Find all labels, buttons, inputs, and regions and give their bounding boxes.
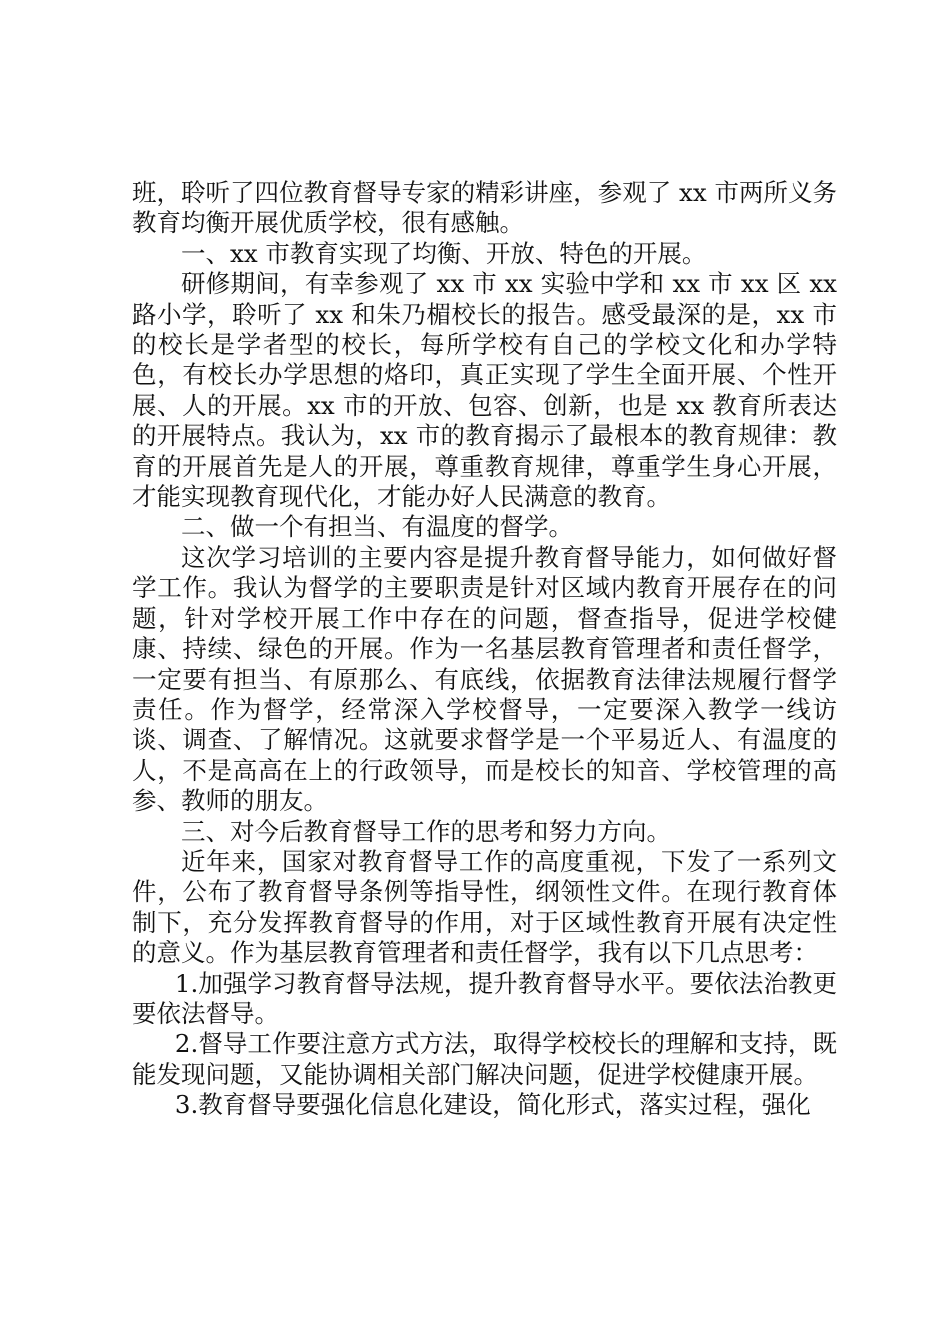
- document-body: [132, 178, 837, 1121]
- list-item-1: 1.加强学习教育督导法规，提升教育督导水平。要依法治教更要依法督导。: [132, 968, 837, 1028]
- paragraph-intro-continuation: 班，聆听了四位教育督导专家的精彩讲座，参观了 xx 市两所义务教育均衡开展优质学校，很有感触。: [132, 178, 837, 238]
- paragraph-section-2: 这次学习培训的主要内容是提升教育督导能力，如何做好督学工作。我认为督学的主要职责是针对区域内教育开展存在的问题，针对学校开展工作中存在的问题，督查指导，促进学校健康、持续、绿色的开展。作为一名基层教育管理者和责任督学，一定要有担当、有原那么、有底线，依据教育法律法规履行督学责任。作为督学，经常深入学校督导，一定要深入教学一线访谈、调查、了解情况。这就要求督学是一个平易近人、有温度的人，不是高高在上的行政领导，而是校长的知音、学校管理的高参、教师的朋友。: [132, 542, 837, 816]
- paragraph-section-1: 研修期间，有幸参观了 xx 市 xx 实验中学和 xx 市 xx 区 xx 路小学，聆听了 xx 和朱乃楣校长的报告。感受最深的是，xx 市的校长是学者型的校长，每所学校有自己的学校文化和办学特色，有校长办学思想的烙印，真正实现了学生全面开展、个性开展、人的开展。xx 市的开放、包容、创新，也是 xx 教育所表达的开展特点。我认为，xx 市的教育揭示了最根本的教育规律：教育的开展首先是人的开展，尊重教育规律，尊重学生身心开展，才能实现教育现代化，才能办好人民满意的教育。: [132, 269, 837, 512]
- section-heading-2: 二、做一个有担当、有温度的督学。: [181, 512, 573, 542]
- section-heading-1: 一、xx 市教育实现了均衡、开放、特色的开展。: [181, 238, 707, 268]
- section-heading-3: 三、对今后教育督导工作的思考和努力方向。: [181, 816, 671, 846]
- paragraph-section-3: 近年来，国家对教育督导工作的高度重视，下发了一系列文件，公布了教育督导条例等指导性，纲领性文件。在现行教育体制下，充分发挥教育督导的作用，对于区域性教育开展有决定性的意义。作为基层教育管理者和责任督学，我有以下几点思考：: [132, 846, 837, 968]
- list-item-3: 3.教育督导要强化信息化建设，简化形式，落实过程，强化: [174, 1090, 811, 1120]
- list-item-2: 2.督导工作要注意方式方法，取得学校校长的理解和支持，既能发现问题，又能协调相关部门解决问题，促进学校健康开展。: [132, 1029, 837, 1089]
